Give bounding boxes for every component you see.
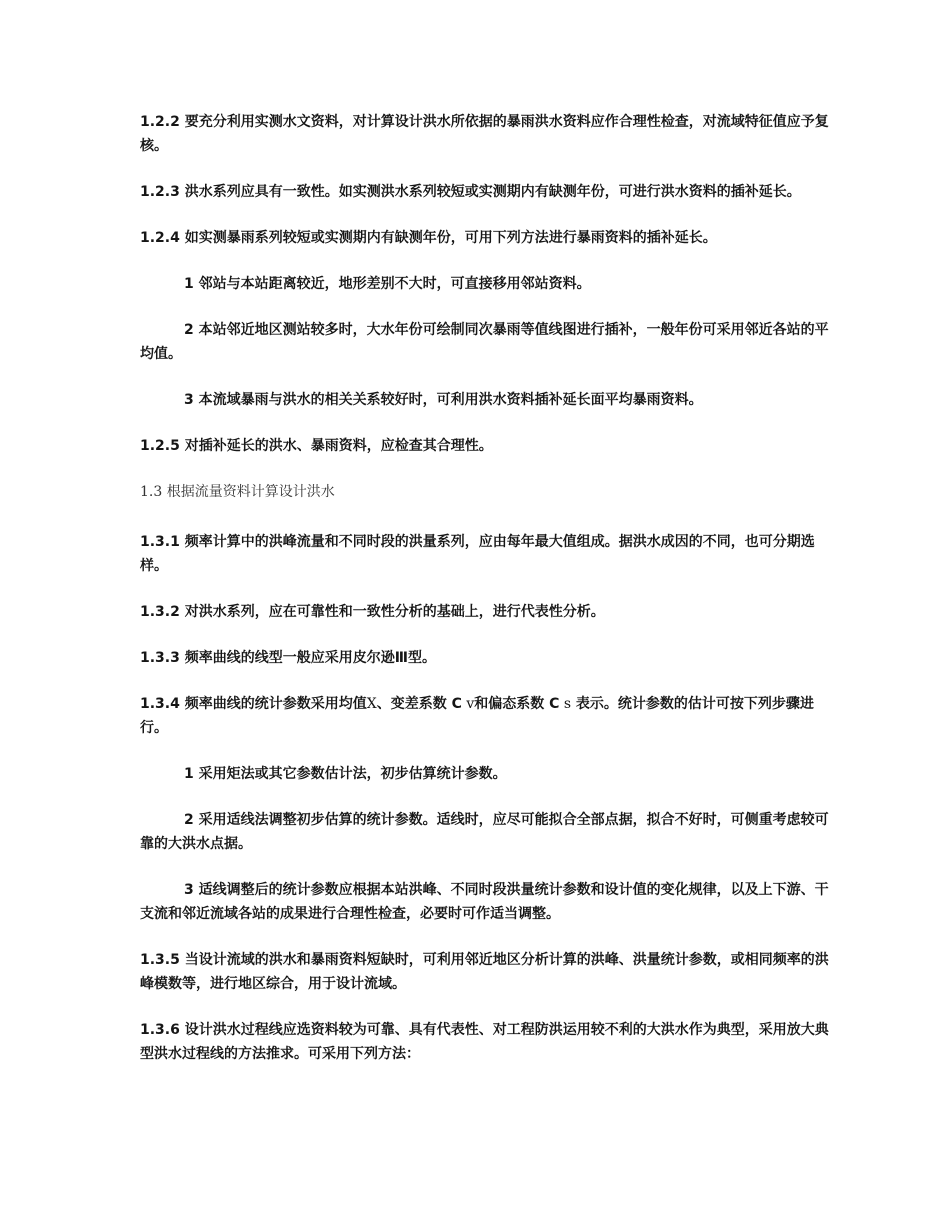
clause-1-3-5: 1.3.5 当设计流域的洪水和暴雨资料短缺时，可利用邻近地区分析计算的洪峰、洪量统计参数，或相同频率的洪峰模数等，进行地区综合，用于设计流域。 xyxy=(140,952,829,992)
clause-1-2-4-item-2: 2 本站邻近地区测站较多时，大水年份可绘制同次暴雨等值线图进行插补，一般年份可采用邻近各站的平均值。 xyxy=(140,322,829,362)
clause-1-2-4-item-3: 3 本流域暴雨与洪水的相关关系较好时，可利用洪水资料插补延长面平均暴雨资料。 xyxy=(184,392,703,408)
section-heading-1-3: 1.3 根据流量资料计算设计洪水 xyxy=(140,484,335,500)
clause-1-3-3: 1.3.3 频率曲线的线型一般应采用皮尔逊Ⅲ型。 xyxy=(140,650,436,666)
clause-1-3-4-item-2: 2 采用适线法调整初步估算的统计参数。适线时，应尽可能拟合全部点据，拟合不好时，可侧重考虑较可靠的大洪水点据。 xyxy=(140,812,829,852)
document-page xyxy=(140,110,830,1088)
clause-1-3-4-item-1: 1 采用矩法或其它参数估计法，初步估算统计参数。 xyxy=(184,766,507,782)
clause-1-2-4-item-1: 1 邻站与本站距离较近，地形差别不大时，可直接移用邻站资料。 xyxy=(184,276,591,292)
clause-1-2-5: 1.2.5 对插补延长的洪水、暴雨资料，应检查其合理性。 xyxy=(140,438,493,454)
clause-1-2-2: 1.2.2 要充分利用实测水文资料，对计算设计洪水所依据的暴雨洪水资料应作合理性检查，对流域特征值应予复核。 xyxy=(140,114,829,154)
clause-1-3-6: 1.3.6 设计洪水过程线应选资料较为可靠、具有代表性、对工程防洪运用较不利的大洪水作为典型，采用放大典型洪水过程线的方法推求。可采用下列方法： xyxy=(140,1022,829,1062)
clause-1-3-4: 1.3.4 频率曲线的统计参数采用均值X、变差系数 C v和偏态系数 C s 表示。统计参数的估计可按下列步骤进行。 xyxy=(140,696,814,736)
clause-1-3-2: 1.3.2 对洪水系列，应在可靠性和一致性分析的基础上，进行代表性分析。 xyxy=(140,604,605,620)
clause-1-2-4: 1.2.4 如实测暴雨系列较短或实测期内有缺测年份，可用下列方法进行暴雨资料的插补延长。 xyxy=(140,230,717,246)
clause-1-3-1: 1.3.1 频率计算中的洪峰流量和不同时段的洪量系列，应由每年最大值组成。据洪水成因的不同，也可分期选样。 xyxy=(140,534,815,574)
clause-1-3-4-item-3: 3 适线调整后的统计参数应根据本站洪峰、不同时段洪量统计参数和设计值的变化规律，以及上下游、干支流和邻近流域各站的成果进行合理性检查，必要时可作适当调整。 xyxy=(140,882,829,922)
clause-1-2-3: 1.2.3 洪水系列应具有一致性。如实测洪水系列较短或实测期内有缺测年份，可进行洪水资料的插补延长。 xyxy=(140,184,801,200)
